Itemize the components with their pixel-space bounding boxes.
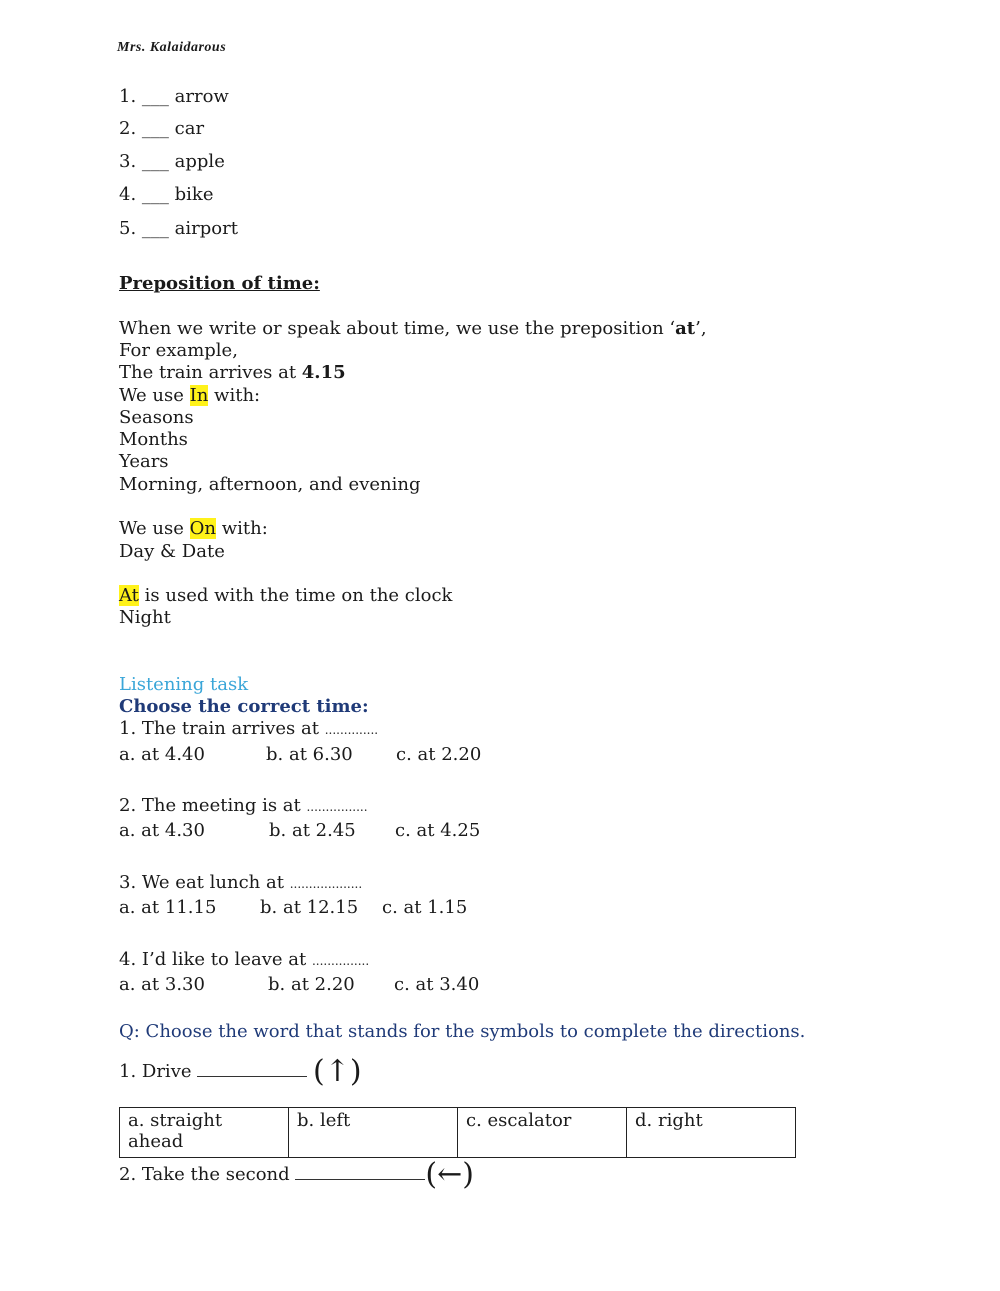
on-rule <box>119 518 268 540</box>
explanation-line: For example, <box>119 340 238 361</box>
choice-straight-ahead[interactable]: a. straight ahead <box>120 1108 289 1158</box>
text: 2. The meeting is at <box>119 795 301 816</box>
in-rule <box>119 385 260 407</box>
option-b[interactable]: b. at 2.20 <box>268 974 355 995</box>
example-line <box>119 362 346 384</box>
answer-dots: ............... <box>311 954 370 968</box>
text: 1. Drive <box>119 1061 192 1082</box>
item-word: airport <box>174 218 238 239</box>
option-b[interactable]: b. at 12.15 <box>260 897 359 918</box>
text: ’, <box>695 318 707 339</box>
text: We use <box>119 518 190 539</box>
explanation-line <box>119 318 707 340</box>
at-item: Night <box>119 607 171 628</box>
choice-escalator[interactable]: c. escalator <box>458 1108 627 1158</box>
text: We use <box>119 385 190 406</box>
keyword-at: at <box>675 318 696 339</box>
option-b[interactable]: b. at 6.30 <box>266 744 353 765</box>
choices-table <box>119 1107 796 1158</box>
answer-blank[interactable] <box>295 1163 425 1180</box>
highlight-in: In <box>189 385 209 406</box>
up-arrow-icon: (↑) <box>312 1054 362 1089</box>
option-a[interactable]: a. at 4.40 <box>119 744 205 765</box>
blank: ___ <box>141 86 169 107</box>
text: 3. We eat lunch at <box>119 872 284 893</box>
section-title: Preposition of time: <box>119 273 320 294</box>
answer-dots: ................ <box>306 800 368 814</box>
item-number: 4. <box>119 184 137 205</box>
item-word: apple <box>174 151 225 172</box>
blank: ___ <box>141 218 169 239</box>
item-word: bike <box>174 184 214 205</box>
list-item <box>119 184 214 206</box>
list-item <box>119 218 238 240</box>
answer-blank[interactable] <box>197 1060 307 1077</box>
item-number: 5. <box>119 218 137 239</box>
directions-question: Q: Choose the word that stands for the symbols to complete the directions. <box>119 1021 806 1042</box>
choice-right[interactable]: d. right <box>627 1108 796 1158</box>
option-a[interactable]: a. at 11.15 <box>119 897 217 918</box>
in-item: Years <box>119 451 169 472</box>
listening-instruction: Choose the correct time: <box>119 696 369 717</box>
option-b[interactable]: b. at 2.45 <box>269 820 356 841</box>
item-word: arrow <box>174 86 229 107</box>
direction-item <box>119 1054 362 1089</box>
option-a[interactable]: a. at 4.30 <box>119 820 205 841</box>
text: with: <box>215 518 268 539</box>
left-arrow-icon: (←) <box>425 1157 474 1192</box>
blank: ___ <box>141 151 169 172</box>
option-c[interactable]: c. at 1.15 <box>382 897 468 918</box>
direction-item <box>119 1157 474 1192</box>
item-number: 1. <box>119 86 137 107</box>
question-text <box>119 795 368 818</box>
blank: ___ <box>141 184 169 205</box>
question-text <box>119 718 378 741</box>
in-item: Seasons <box>119 407 194 428</box>
option-c[interactable]: c. at 3.40 <box>394 974 480 995</box>
answer-dots: .............. <box>324 723 379 737</box>
question-text <box>119 949 369 972</box>
list-item <box>119 118 204 140</box>
list-item <box>119 151 225 173</box>
text: When we write or speak about time, we use the preposition ‘ <box>119 318 676 339</box>
blank: ___ <box>141 118 169 139</box>
listening-title: Listening task <box>119 674 249 695</box>
text: 4. I’d like to leave at <box>119 949 307 970</box>
option-c[interactable]: c. at 2.20 <box>396 744 482 765</box>
answer-dots: ................... <box>289 877 363 891</box>
highlight-on: On <box>189 518 216 539</box>
example-time: 4.15 <box>301 362 346 383</box>
option-a[interactable]: a. at 3.30 <box>119 974 205 995</box>
author-name: Mrs. Kalaidarous <box>117 40 227 55</box>
in-item: Morning, afternoon, and evening <box>119 474 421 495</box>
highlight-at: At <box>119 585 139 606</box>
in-item: Months <box>119 429 188 450</box>
choice-left[interactable]: b. left <box>289 1108 458 1158</box>
question-text <box>119 872 362 895</box>
text: is used with the time on the clock <box>138 585 453 606</box>
item-number: 3. <box>119 151 137 172</box>
text: with: <box>208 385 261 406</box>
item-number: 2. <box>119 118 137 139</box>
on-item: Day & Date <box>119 541 225 562</box>
at-rule <box>119 585 452 607</box>
text: 2. Take the second <box>119 1164 290 1185</box>
text: 1. The train arrives at <box>119 718 319 739</box>
item-word: car <box>174 118 205 139</box>
list-item <box>119 86 229 108</box>
text: The train arrives at <box>119 362 302 383</box>
option-c[interactable]: c. at 4.25 <box>395 820 481 841</box>
